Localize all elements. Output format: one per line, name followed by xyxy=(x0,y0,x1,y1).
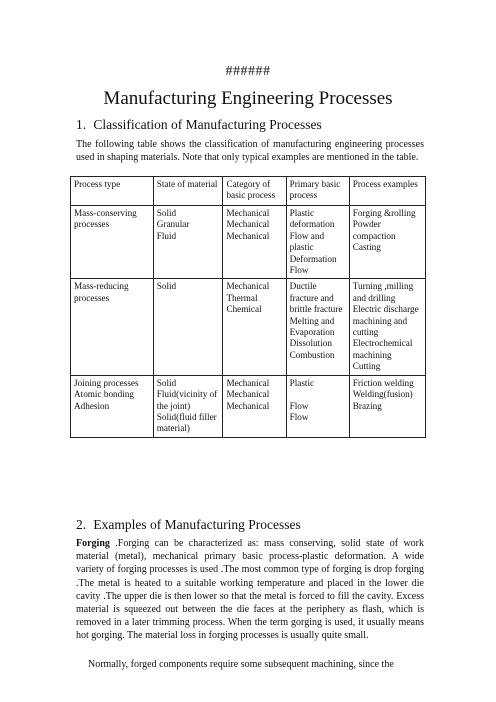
table-row xyxy=(71,375,426,437)
header-examples: Process examples xyxy=(349,177,425,206)
cell-line: Mechanical xyxy=(226,281,270,292)
table-cell-examples xyxy=(349,375,425,437)
cell-line: Brazing xyxy=(352,400,382,411)
forging-lead: Forging xyxy=(76,538,110,549)
cell-line: Plastic deformation xyxy=(289,208,335,230)
cell-line: Turning ,milling and drilling xyxy=(352,281,414,303)
cell-line: Joining processes xyxy=(74,377,139,388)
table-cell-state xyxy=(153,279,223,375)
cell-line: Thermal xyxy=(226,292,258,303)
cell-line: Solid xyxy=(156,377,177,388)
cell-line: Mechanical xyxy=(226,400,270,411)
table-cell-primary xyxy=(286,206,349,279)
cell-line: Flow and plastic xyxy=(289,230,325,253)
cell-line: Granular xyxy=(156,219,190,230)
cell-line: Melting and Evaporation xyxy=(289,315,335,338)
table-cell-category xyxy=(223,279,286,375)
classification-table xyxy=(70,176,426,438)
table-cell-primary xyxy=(286,279,349,375)
forging-text: .Forging can be characterized as: mass conserving, solid state of work material (metal), mechanical primary basic process-plastic deformation. A wide variety of forging processes is used .The most common type of forging is drop forging .The metal is heated to a suitable working temperature and placed in the lower die cavity .The upper die is then lower so that the metal is forced to fill the cavity. Excess material is squeezed out between the die faces at the periphery as flash, which is removed in a later trimming process. When the term gorging is used, it usually means hot gorging. The material loss in forging processes is usually quite small. xyxy=(76,538,424,642)
header-marks: ###### xyxy=(225,64,271,79)
section-2-heading xyxy=(76,517,301,533)
continuation-paragraph: Normally, forged components require some subsequent machining, since the xyxy=(88,659,394,670)
cell-line: Fluid(vicinity of the joint) xyxy=(156,389,218,411)
forging-paragraph xyxy=(76,537,424,643)
table-cell-examples xyxy=(349,279,425,375)
cell-line: Mechanical xyxy=(226,219,270,230)
table-cell-state xyxy=(153,375,223,437)
cell-line: Mass-conserving processes xyxy=(74,208,137,230)
section-2-title: Examples of Manufacturing Processes xyxy=(93,517,301,532)
header-process-type: Process type xyxy=(71,177,154,206)
cell-line: Dissolution xyxy=(289,338,332,349)
cell-line: Flow xyxy=(289,400,309,411)
page-title: Manufacturing Engineering Processes xyxy=(103,88,393,109)
cell-line: Mass-reducing processes xyxy=(74,281,129,303)
table-cell-state xyxy=(153,206,223,279)
cell-line: Welding(fusion) xyxy=(352,389,413,400)
cell-line: Chemical xyxy=(226,304,262,315)
cell-line: Adhesion xyxy=(74,400,110,411)
cell-line: Cutting xyxy=(352,361,381,372)
cell-line: Mechanical xyxy=(226,208,270,218)
section-1-heading xyxy=(76,117,322,133)
cell-line: Mechanical xyxy=(226,389,270,400)
cell-line: Friction welding xyxy=(352,377,414,388)
cell-line: Flow xyxy=(289,411,309,422)
table-cell-primary xyxy=(286,375,349,437)
cell-line: Solid(fluid filler material) xyxy=(156,411,217,434)
cell-line: Flow xyxy=(289,265,309,276)
cell-line: Ductile fracture and brittle fracture xyxy=(289,281,343,315)
cell-line: Electric discharge machining and cutting xyxy=(352,304,419,338)
header-state: State of material xyxy=(153,177,223,206)
table-row xyxy=(71,279,426,375)
cell-line: Powder compaction xyxy=(352,219,396,241)
section-2-number: 2. xyxy=(76,517,87,532)
table-cell-process-type xyxy=(71,206,154,279)
table-cell-examples xyxy=(349,206,425,279)
table-cell-process-type xyxy=(71,375,154,437)
table-cell-category xyxy=(223,206,286,279)
cell-line: Solid xyxy=(156,281,177,292)
cell-line: Mechanical xyxy=(226,230,270,241)
header-category: Category of basic process xyxy=(223,177,286,206)
table-cell-process-type xyxy=(71,279,154,375)
cell-line: Electrochemical machining xyxy=(352,338,413,360)
header-primary: Primary basic process xyxy=(286,177,349,206)
section-1-number: 1. xyxy=(76,117,87,132)
cell-line: Plastic xyxy=(289,377,315,388)
section-1-title: Classification of Manufacturing Processes xyxy=(93,117,322,132)
table-row xyxy=(71,206,426,279)
table-header-row xyxy=(71,177,426,206)
table-cell-category xyxy=(223,375,286,437)
cell-line xyxy=(290,389,346,400)
cell-line: Solid xyxy=(156,208,177,218)
intro-paragraph: The following table shows the classification of manufacturing engineering processes used in shaping materials. Note that only typical examples are mentioned in the table. xyxy=(76,139,424,163)
cell-line: Atomic bonding xyxy=(74,389,134,400)
cell-line: Mechanical xyxy=(226,377,270,388)
cell-line: Forging &rolling xyxy=(352,208,416,218)
cell-line: Combustion xyxy=(289,349,335,360)
cell-line: Casting xyxy=(352,242,381,253)
cell-line: Fluid xyxy=(156,230,177,241)
cell-line: Deformation xyxy=(289,253,337,264)
